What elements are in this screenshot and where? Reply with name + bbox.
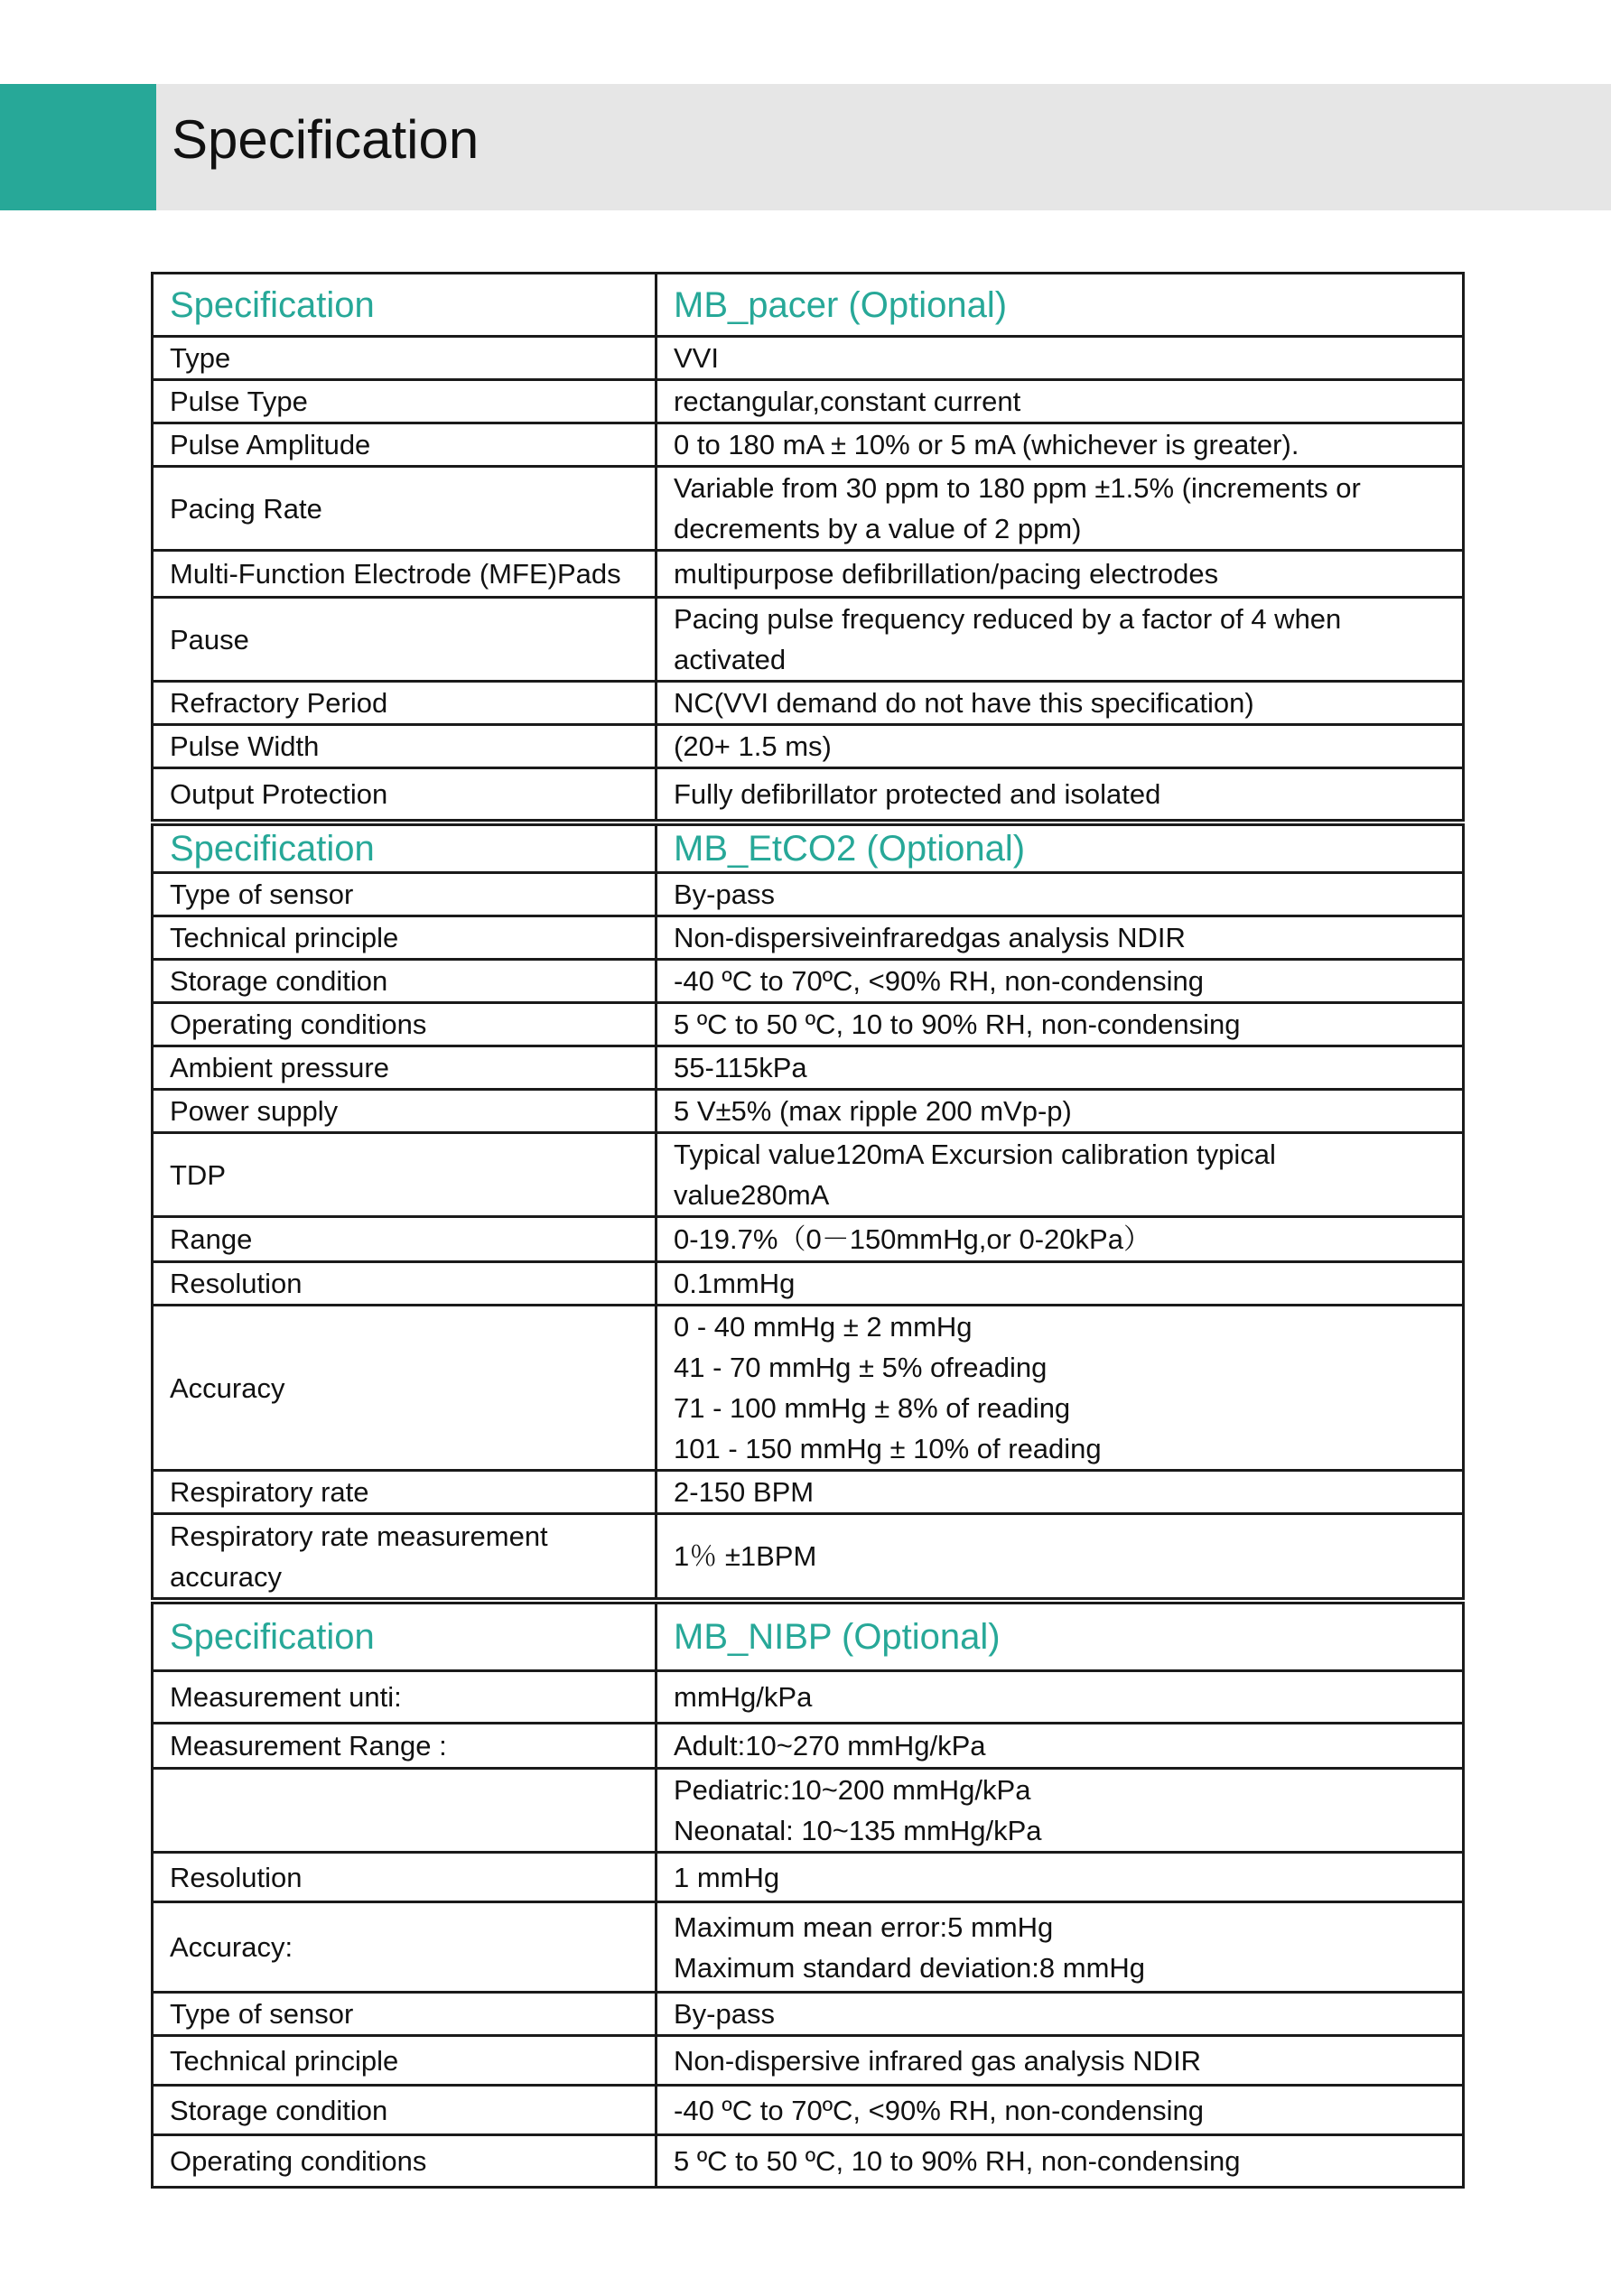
table-row — [153, 1003, 1464, 1046]
spec-value — [657, 682, 1464, 725]
spec-label — [153, 1769, 657, 1853]
table-row — [153, 1902, 1464, 1993]
spec-value-line: 5 V±5% (max ripple 200 mVp-p) — [674, 1095, 1072, 1127]
spec-value — [657, 598, 1464, 682]
spec-value-line: Neonatal: 10~135 mmHg/kPa — [674, 1815, 1042, 1846]
table-row — [153, 1217, 1464, 1262]
spec-value-line: 2-150 BPM — [674, 1476, 815, 1508]
spec-value — [657, 2086, 1464, 2135]
spec-value — [657, 380, 1464, 423]
spec-value — [657, 1671, 1464, 1724]
column-header-spec: Specification — [153, 274, 657, 337]
spec-value-line: 0 to 180 mA ± 10% or 5 mA (whichever is greater). — [674, 429, 1299, 460]
spec-label: Operating conditions — [153, 1003, 657, 1046]
spec-value-line: 1 mmHg — [674, 1861, 780, 1893]
spec-value — [657, 725, 1464, 768]
spec-value — [657, 2036, 1464, 2086]
spec-value — [657, 1046, 1464, 1090]
spec-value-line: multipurpose defibrillation/pacing electrodes — [674, 558, 1219, 590]
spec-label: Range — [153, 1217, 657, 1262]
spec-value — [657, 960, 1464, 1003]
table-row — [153, 1090, 1464, 1133]
table-row — [153, 1262, 1464, 1306]
spec-value-line: Adult:10~270 mmHg/kPa — [674, 1730, 986, 1762]
table-row — [153, 423, 1464, 467]
table-row — [153, 1471, 1464, 1514]
spec-value-line: 5 ºC to 50 ºC, 10 to 90% RH, non-condensing — [674, 2145, 1241, 2177]
spec-label: Ambient pressure — [153, 1046, 657, 1090]
spec-value — [657, 1217, 1464, 1262]
spec-value-line: 1％ ±1BPM — [674, 1540, 817, 1572]
spec-value-line: 71 - 100 mmHg ± 8% of reading — [674, 1392, 1071, 1424]
table-row — [153, 467, 1464, 551]
table-row — [153, 873, 1464, 916]
table-row — [153, 1724, 1464, 1769]
spec-label: Pulse Width — [153, 725, 657, 768]
spec-value — [657, 337, 1464, 380]
spec-value-line: -40 ºC to 70ºC, <90% RH, non-condensing — [674, 2094, 1205, 2126]
column-header-spec: Specification — [153, 825, 657, 873]
table-row — [153, 725, 1464, 768]
spec-value-line: Variable from 30 ppm to 180 ppm ±1.5% (increments or — [674, 472, 1361, 504]
spec-label: Pulse Type — [153, 380, 657, 423]
spec-value-line: activated — [674, 644, 787, 675]
spec-value — [657, 1262, 1464, 1306]
table-row — [153, 682, 1464, 725]
table-row — [153, 960, 1464, 1003]
spec-value — [657, 1306, 1464, 1471]
spec-label: Type — [153, 337, 657, 380]
spec-value-line: 55-115kPa — [674, 1052, 807, 1083]
spec-label: Accuracy — [153, 1306, 657, 1471]
spec-label: Technical principle — [153, 2036, 657, 2086]
spec-value — [657, 2135, 1464, 2188]
spec-label: Technical principle — [153, 916, 657, 960]
spec-value — [657, 1471, 1464, 1514]
spec-value-line: Fully defibrillator protected and isolated — [674, 778, 1161, 810]
spec-value-line: rectangular,constant current — [674, 386, 1021, 417]
spec-label: TDP — [153, 1133, 657, 1217]
spec-label: Respiratory rate — [153, 1471, 657, 1514]
table-row — [153, 598, 1464, 682]
table-row — [153, 2135, 1464, 2188]
spec-value — [657, 551, 1464, 598]
table-row — [153, 916, 1464, 960]
spec-value-line: -40 ºC to 70ºC, <90% RH, non-condensing — [674, 965, 1205, 997]
table-row — [153, 380, 1464, 423]
spec-label: Power supply — [153, 1090, 657, 1133]
spec-label: Multi-Function Electrode (MFE)Pads — [153, 551, 657, 598]
spec-label: Pulse Amplitude — [153, 423, 657, 467]
table-row — [153, 1671, 1464, 1724]
spec-value — [657, 423, 1464, 467]
spec-value-line: decrements by a value of 2 ppm) — [674, 513, 1082, 544]
nibp-spec-table — [151, 1602, 1465, 2189]
spec-value-line: 0 - 40 mmHg ± 2 mmHg — [674, 1311, 973, 1343]
spec-value-line: (20+ 1.5 ms) — [674, 730, 832, 762]
spec-label: Resolution — [153, 1262, 657, 1306]
table-row — [153, 768, 1464, 821]
spec-value-line: By-pass — [674, 1998, 775, 2030]
spec-label: Type of sensor — [153, 873, 657, 916]
spec-label: Output Protection — [153, 768, 657, 821]
pacer-spec-table — [151, 272, 1465, 822]
spec-label: Type of sensor — [153, 1993, 657, 2036]
spec-value-line: Maximum standard deviation:8 mmHg — [674, 1951, 1146, 1984]
spec-value-line: 5 ºC to 50 ºC, 10 to 90% RH, non-condensing — [674, 1009, 1241, 1040]
table-row — [153, 1853, 1464, 1902]
table-row — [153, 551, 1464, 598]
spec-value-line: 41 - 70 mmHg ± 5% ofreading — [674, 1352, 1048, 1383]
spec-label: Refractory Period — [153, 682, 657, 725]
page-header — [0, 84, 1611, 210]
spec-value — [657, 1090, 1464, 1133]
table-row — [153, 1306, 1464, 1471]
table-row — [153, 1514, 1464, 1599]
page-title: Specification — [172, 109, 480, 170]
spec-value-line: NC(VVI demand do not have this specification) — [674, 687, 1254, 719]
table-header-row — [153, 274, 1464, 337]
spec-label: Measurement Range : — [153, 1724, 657, 1769]
table-header-row — [153, 825, 1464, 873]
column-header-module: MB_pacer (Optional) — [657, 274, 1464, 337]
spec-value-line: mmHg/kPa — [674, 1681, 813, 1713]
spec-value-line: Pediatric:10~200 mmHg/kPa — [674, 1774, 1031, 1806]
spec-label: Resolution — [153, 1853, 657, 1902]
spec-label: Measurement unti: — [153, 1671, 657, 1724]
spec-value-line: VVI — [674, 342, 719, 374]
spec-value — [657, 1003, 1464, 1046]
spec-label: Storage condition — [153, 2086, 657, 2135]
spec-label: Respiratory rate measurement accuracy — [153, 1514, 657, 1599]
spec-value — [657, 467, 1464, 551]
table-row — [153, 337, 1464, 380]
spec-value — [657, 1133, 1464, 1217]
spec-value-line: Non-dispersiveinfraredgas analysis NDIR — [674, 922, 1186, 953]
spec-value — [657, 916, 1464, 960]
table-header-row — [153, 1603, 1464, 1671]
spec-value-line: Non-dispersive infrared gas analysis NDIR — [674, 2044, 1202, 2077]
spec-value — [657, 873, 1464, 916]
spec-label: Pacing Rate — [153, 467, 657, 551]
etco2-spec-table — [151, 823, 1465, 1600]
header-accent-block — [0, 84, 156, 210]
column-header-module: MB_NIBP (Optional) — [657, 1603, 1464, 1671]
spec-value — [657, 1993, 1464, 2036]
table-row — [153, 1046, 1464, 1090]
column-header-module: MB_EtCO2 (Optional) — [657, 825, 1464, 873]
table-row — [153, 1133, 1464, 1217]
table-row — [153, 2086, 1464, 2135]
spec-value — [657, 1724, 1464, 1769]
spec-label: Operating conditions — [153, 2135, 657, 2188]
spec-label: Storage condition — [153, 960, 657, 1003]
spec-value-line: By-pass — [674, 878, 775, 910]
spec-value-line: 101 - 150 mmHg ± 10% of reading — [674, 1433, 1102, 1464]
spec-value-line: Pacing pulse frequency reduced by a factor of 4 when — [674, 603, 1342, 635]
table-row — [153, 2036, 1464, 2086]
spec-label: Pause — [153, 598, 657, 682]
spec-value — [657, 1902, 1464, 1993]
spec-value-line: value280mA — [674, 1179, 830, 1211]
spec-value-line: Typical value120mA Excursion calibration typical — [674, 1139, 1276, 1170]
table-row — [153, 1769, 1464, 1853]
spec-value-line: 0-19.7%（0－150mmHg,or 0-20kPa） — [674, 1223, 1151, 1255]
column-header-spec: Specification — [153, 1603, 657, 1671]
spec-value-line: 0.1mmHg — [674, 1268, 796, 1299]
table-row — [153, 1993, 1464, 2036]
spec-value — [657, 1769, 1464, 1853]
spec-label: Accuracy: — [153, 1902, 657, 1993]
spec-value — [657, 768, 1464, 821]
spec-value-line: Maximum mean error:5 mmHg — [674, 1910, 1054, 1943]
spec-value — [657, 1853, 1464, 1902]
spec-value — [657, 1514, 1464, 1599]
